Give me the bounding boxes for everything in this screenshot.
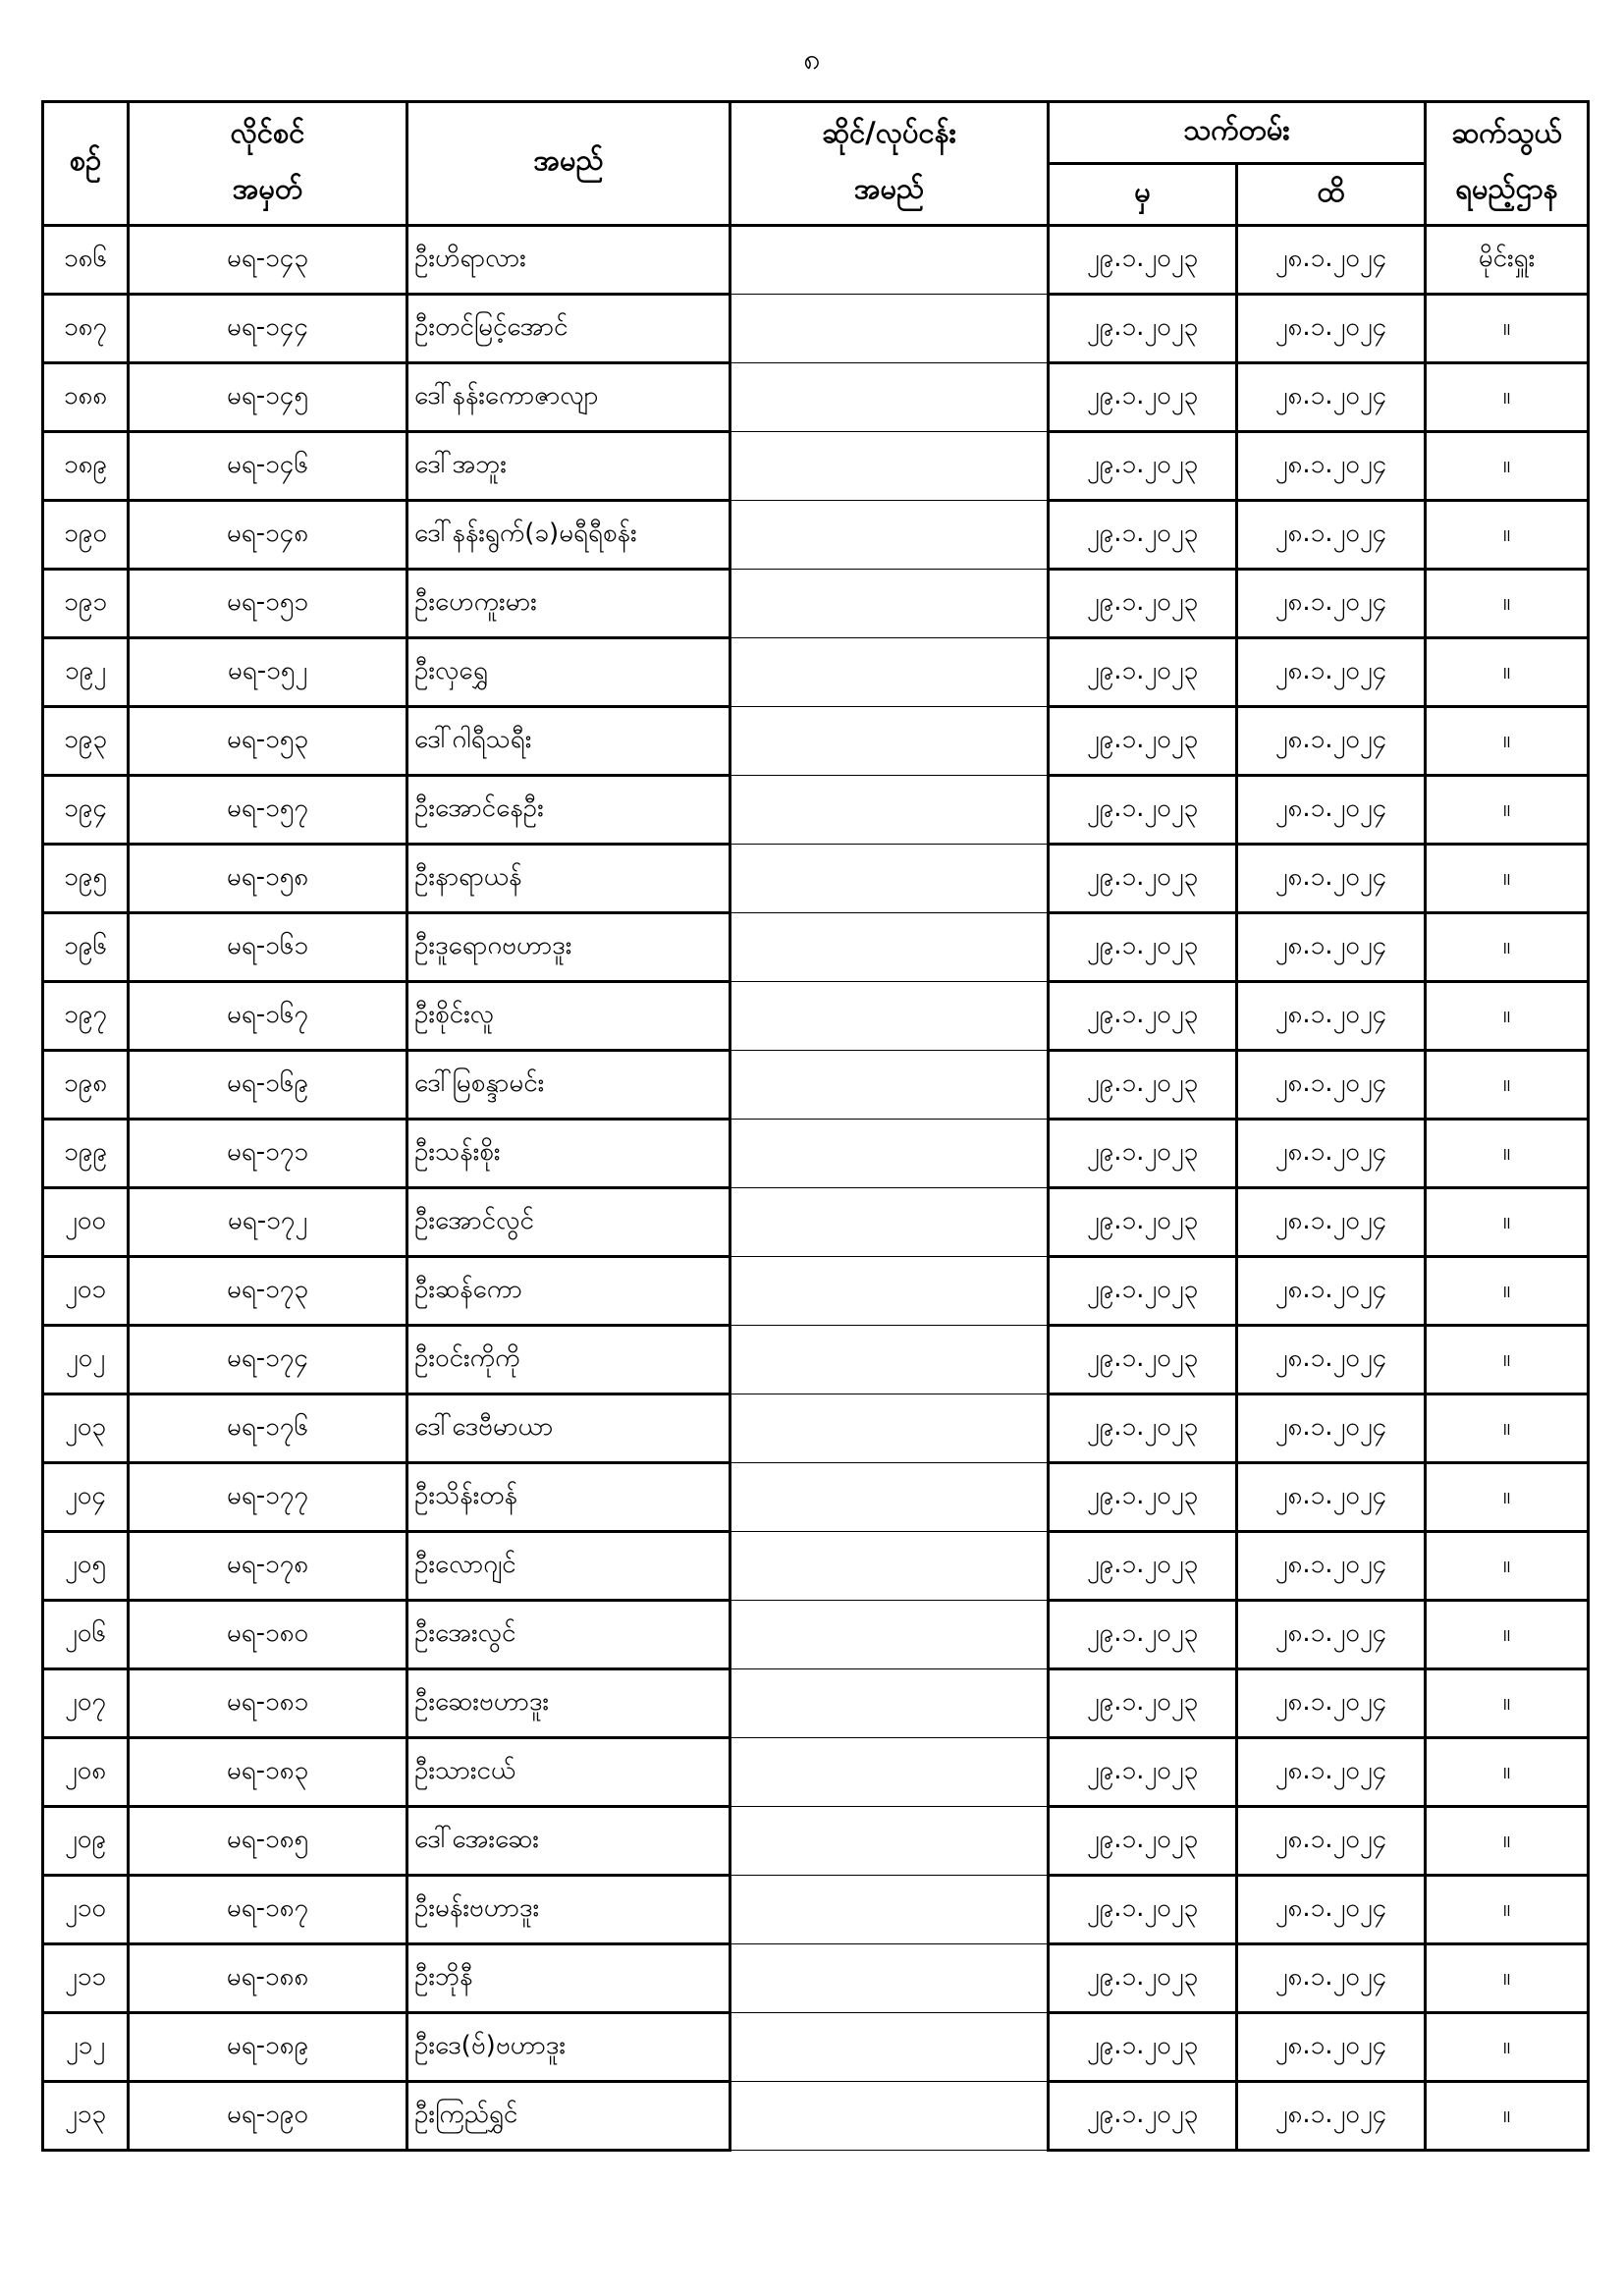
cell-contact-office: ။ <box>1426 982 1589 1051</box>
cell-valid-to: ၂၈.၁.၂၀၂၄ <box>1237 1601 1426 1669</box>
cell-valid-to: ၂၈.၁.၂၀၂၄ <box>1237 1188 1426 1257</box>
cell-license-number: မရ-၁၆၉ <box>129 1051 407 1120</box>
cell-valid-to: ၂၈.၁.၂၀၂၄ <box>1237 1807 1426 1876</box>
cell-contact-office: ။ <box>1426 1601 1589 1669</box>
header-serial <box>43 102 129 226</box>
cell-shop-name <box>731 432 1049 501</box>
header-license-line2: အမှတ် <box>232 171 303 205</box>
cell-serial: ၂၁၁ <box>43 1944 129 2013</box>
cell-license-number: မရ-၁၈၉ <box>129 2013 407 2082</box>
cell-contact-office: ။ <box>1426 2082 1589 2151</box>
cell-license-number: မရ-၁၉၀ <box>129 2082 407 2151</box>
cell-contact-office: ။ <box>1426 1807 1589 1876</box>
cell-shop-name <box>731 1807 1049 1876</box>
cell-valid-to: ၂၈.၁.၂၀၂၄ <box>1237 432 1426 501</box>
cell-name: ဒေါ်ဒေဗီမာယာ <box>407 1394 731 1463</box>
cell-valid-to: ၂၈.၁.၂၀၂၄ <box>1237 1738 1426 1807</box>
cell-valid-to: ၂၈.၁.၂၀၂၄ <box>1237 1120 1426 1188</box>
cell-license-number: မရ-၁၇၂ <box>129 1188 407 1257</box>
cell-serial: ၁၈၆ <box>43 226 129 295</box>
table-row <box>43 1807 1589 1876</box>
cell-serial: ၂၁၂ <box>43 2013 129 2082</box>
cell-valid-to: ၂၈.၁.၂၀၂၄ <box>1237 913 1426 982</box>
cell-valid-to: ၂၈.၁.၂၀၂၄ <box>1237 1326 1426 1394</box>
cell-valid-from: ၂၉.၁.၂၀၂၃ <box>1049 1532 1237 1601</box>
cell-serial: ၂၀၃ <box>43 1394 129 1463</box>
cell-name: ဦးမန်းဗဟာဒူး <box>407 1876 731 1944</box>
cell-serial: ၁၉၇ <box>43 982 129 1051</box>
header-to <box>1237 164 1426 226</box>
cell-license-number: မရ-၁၇၆ <box>129 1394 407 1463</box>
cell-name: ဦးသန်းစိုး <box>407 1120 731 1188</box>
cell-valid-from: ၂၉.၁.၂၀၂၃ <box>1049 1120 1237 1188</box>
cell-license-number: မရ-၁၅၈ <box>129 845 407 913</box>
cell-serial: ၁၈၈ <box>43 363 129 432</box>
cell-contact-office: ။ <box>1426 638 1589 707</box>
table-row <box>43 1876 1589 1944</box>
cell-valid-from: ၂၉.၁.၂၀၂၃ <box>1049 1463 1237 1532</box>
cell-valid-from: ၂၉.၁.၂၀၂၃ <box>1049 295 1237 363</box>
cell-serial: ၂၀၅ <box>43 1532 129 1601</box>
cell-contact-office: ။ <box>1426 2013 1589 2082</box>
header-name <box>407 102 731 226</box>
cell-serial: ၂၀၂ <box>43 1326 129 1394</box>
cell-serial: ၁၉၆ <box>43 913 129 982</box>
cell-valid-from: ၂၉.၁.၂၀၂၃ <box>1049 363 1237 432</box>
cell-name: ဦးလောဂျင် <box>407 1532 731 1601</box>
cell-valid-to: ၂၈.၁.၂၀၂၄ <box>1237 2013 1426 2082</box>
cell-name: ဒေါ်ဂါရီသရီး <box>407 707 731 776</box>
cell-serial: ၂၀၈ <box>43 1738 129 1807</box>
cell-license-number: မရ-၁၈၇ <box>129 1876 407 1944</box>
cell-shop-name <box>731 776 1049 845</box>
cell-shop-name <box>731 1669 1049 1738</box>
table-row <box>43 1051 1589 1120</box>
page-number: ၈ <box>803 42 821 77</box>
cell-valid-to: ၂၈.၁.၂၀၂၄ <box>1237 1257 1426 1326</box>
cell-serial: ၂၁၃ <box>43 2082 129 2151</box>
cell-name: ဦးသားငယ် <box>407 1738 731 1807</box>
cell-contact-office: ။ <box>1426 570 1589 638</box>
cell-valid-from: ၂၉.၁.၂၀၂၃ <box>1049 1394 1237 1463</box>
cell-shop-name <box>731 501 1049 570</box>
cell-name: ဦးဆေးဗဟာဒူး <box>407 1669 731 1738</box>
header-office-line1: ဆက်သွယ် <box>1451 115 1562 149</box>
table-row <box>43 432 1589 501</box>
cell-serial: ၂၀၄ <box>43 1463 129 1532</box>
cell-contact-office: ။ <box>1426 1394 1589 1463</box>
cell-shop-name <box>731 1120 1049 1188</box>
table-row <box>43 295 1589 363</box>
cell-license-number: မရ-၁၈၈ <box>129 1944 407 2013</box>
table-row <box>43 1394 1589 1463</box>
header-contact-office <box>1426 102 1589 226</box>
table-row <box>43 501 1589 570</box>
cell-license-number: မရ-၁၆၁ <box>129 913 407 982</box>
table-row <box>43 845 1589 913</box>
cell-license-number: မရ-၁၅၇ <box>129 776 407 845</box>
cell-valid-from: ၂၉.၁.၂၀၂၃ <box>1049 501 1237 570</box>
cell-name: ဦးအောင်နေဦး <box>407 776 731 845</box>
cell-valid-from: ၂၉.၁.၂၀၂၃ <box>1049 432 1237 501</box>
license-table <box>41 100 1590 2152</box>
table-row <box>43 1188 1589 1257</box>
cell-serial: ၂၀၁ <box>43 1257 129 1326</box>
cell-valid-from: ၂၉.၁.၂၀၂၃ <box>1049 1051 1237 1120</box>
cell-license-number: မရ-၁၇၃ <box>129 1257 407 1326</box>
header-validity <box>1049 102 1426 164</box>
cell-valid-from: ၂၉.၁.၂၀၂၃ <box>1049 638 1237 707</box>
cell-license-number: မရ-၁၅၃ <box>129 707 407 776</box>
cell-shop-name <box>731 845 1049 913</box>
cell-name: ဒေါ်အေးဆေး <box>407 1807 731 1876</box>
cell-shop-name <box>731 1051 1049 1120</box>
table-row <box>43 1532 1589 1601</box>
table-row <box>43 363 1589 432</box>
cell-valid-from: ၂၉.၁.၂၀၂၃ <box>1049 1326 1237 1394</box>
cell-license-number: မရ-၁၇၁ <box>129 1120 407 1188</box>
cell-name: ဦးကြည်ရွှင် <box>407 2082 731 2151</box>
cell-serial: ၂၁၀ <box>43 1876 129 1944</box>
cell-name: ဦးအေးလွင် <box>407 1601 731 1669</box>
cell-license-number: မရ-၁၄၈ <box>129 501 407 570</box>
cell-valid-to: ၂၈.၁.၂၀၂၄ <box>1237 570 1426 638</box>
cell-license-number: မရ-၁၄၃ <box>129 226 407 295</box>
cell-contact-office: ။ <box>1426 1463 1589 1532</box>
cell-valid-from: ၂၉.၁.၂၀၂၃ <box>1049 1807 1237 1876</box>
cell-license-number: မရ-၁၈၁ <box>129 1669 407 1738</box>
cell-valid-from: ၂၉.၁.၂၀၂၃ <box>1049 1738 1237 1807</box>
table-row <box>43 1257 1589 1326</box>
cell-contact-office: မိုင်းရှူး <box>1426 226 1589 295</box>
cell-shop-name <box>731 707 1049 776</box>
cell-contact-office: ။ <box>1426 1669 1589 1738</box>
table-row <box>43 226 1589 295</box>
cell-contact-office: ။ <box>1426 432 1589 501</box>
cell-serial: ၁၉၄ <box>43 776 129 845</box>
cell-shop-name <box>731 2082 1049 2151</box>
cell-contact-office: ။ <box>1426 1326 1589 1394</box>
table-body <box>43 226 1589 2151</box>
cell-valid-from: ၂၉.၁.၂၀၂၃ <box>1049 2082 1237 2151</box>
cell-license-number: မရ-၁၈၅ <box>129 1807 407 1876</box>
header-license-line1: လိုင်စင် <box>230 115 305 149</box>
cell-license-number: မရ-၁၆၇ <box>129 982 407 1051</box>
cell-name: ဦးတင်မြင့်အောင် <box>407 295 731 363</box>
table-row <box>43 1463 1589 1532</box>
table-row <box>43 707 1589 776</box>
cell-serial: ၁၉၀ <box>43 501 129 570</box>
header-validity-label: သက်တမ်း <box>1183 112 1290 146</box>
cell-valid-from: ၂၉.၁.၂၀၂၃ <box>1049 2013 1237 2082</box>
header-shop-name <box>731 102 1049 226</box>
cell-shop-name <box>731 2013 1049 2082</box>
cell-serial: ၁၉၈ <box>43 1051 129 1120</box>
cell-valid-to: ၂၈.၁.၂၀၂၄ <box>1237 707 1426 776</box>
cell-valid-from: ၂၉.၁.၂၀၂၃ <box>1049 982 1237 1051</box>
cell-serial: ၁၉၅ <box>43 845 129 913</box>
cell-shop-name <box>731 1532 1049 1601</box>
cell-contact-office: ။ <box>1426 845 1589 913</box>
cell-license-number: မရ-၁၇၇ <box>129 1463 407 1532</box>
cell-contact-office: ။ <box>1426 501 1589 570</box>
table-row <box>43 2013 1589 2082</box>
cell-serial: ၂၀၀ <box>43 1188 129 1257</box>
cell-contact-office: ။ <box>1426 1944 1589 2013</box>
cell-valid-to: ၂၈.၁.၂၀၂၄ <box>1237 1394 1426 1463</box>
cell-serial: ၁၉၁ <box>43 570 129 638</box>
cell-valid-to: ၂၈.၁.၂၀၂၄ <box>1237 638 1426 707</box>
cell-name: ဦးဒူရောဂဗဟာဒူး <box>407 913 731 982</box>
cell-valid-to: ၂၈.၁.၂၀၂၄ <box>1237 982 1426 1051</box>
cell-license-number: မရ-၁၄၄ <box>129 295 407 363</box>
cell-shop-name <box>731 1257 1049 1326</box>
cell-serial: ၂၀၉ <box>43 1807 129 1876</box>
cell-valid-to: ၂၈.၁.၂၀၂၄ <box>1237 776 1426 845</box>
cell-valid-to: ၂၈.၁.၂၀၂၄ <box>1237 363 1426 432</box>
cell-valid-from: ၂၉.၁.၂၀၂၃ <box>1049 1257 1237 1326</box>
table-row <box>43 913 1589 982</box>
cell-contact-office: ။ <box>1426 1120 1589 1188</box>
cell-name: ဒေါ်နန်းရွက်(ခ)မရီရီစန်း <box>407 501 731 570</box>
cell-name: ဒေါ်မြစန္ဒာမင်း <box>407 1051 731 1120</box>
table-row <box>43 982 1589 1051</box>
cell-shop-name <box>731 982 1049 1051</box>
cell-license-number: မရ-၁၄၆ <box>129 432 407 501</box>
cell-valid-from: ၂၉.၁.၂၀၂၃ <box>1049 1601 1237 1669</box>
cell-shop-name <box>731 363 1049 432</box>
cell-name: ဦးလှရွှေ <box>407 638 731 707</box>
cell-shop-name <box>731 1463 1049 1532</box>
cell-contact-office: ။ <box>1426 913 1589 982</box>
cell-license-number: မရ-၁၅၁ <box>129 570 407 638</box>
cell-valid-from: ၂၉.၁.၂၀၂၃ <box>1049 570 1237 638</box>
cell-shop-name <box>731 226 1049 295</box>
cell-valid-from: ၂၉.၁.၂၀၂၃ <box>1049 1669 1237 1738</box>
cell-valid-from: ၂၉.၁.၂၀၂၃ <box>1049 1876 1237 1944</box>
cell-serial: ၁၈၇ <box>43 295 129 363</box>
cell-serial: ၂၀၆ <box>43 1601 129 1669</box>
cell-valid-from: ၂၉.၁.၂၀၂၃ <box>1049 1944 1237 2013</box>
header-shop-line2: အမည် <box>853 171 925 205</box>
cell-license-number: မရ-၁၈၀ <box>129 1601 407 1669</box>
cell-valid-from: ၂၉.၁.၂၀၂၃ <box>1049 707 1237 776</box>
cell-shop-name <box>731 1738 1049 1807</box>
cell-shop-name <box>731 570 1049 638</box>
cell-valid-from: ၂၉.၁.၂၀၂၃ <box>1049 776 1237 845</box>
cell-license-number: မရ-၁၈၃ <box>129 1738 407 1807</box>
cell-valid-to: ၂၈.၁.၂၀၂၄ <box>1237 1532 1426 1601</box>
cell-contact-office: ။ <box>1426 1257 1589 1326</box>
cell-shop-name <box>731 638 1049 707</box>
cell-license-number: မရ-၁၄၅ <box>129 363 407 432</box>
table-row <box>43 1601 1589 1669</box>
cell-name: ဦးစိုင်းလူ <box>407 982 731 1051</box>
cell-name: ဦးနာရာယန် <box>407 845 731 913</box>
cell-valid-to: ၂၈.၁.၂၀၂၄ <box>1237 845 1426 913</box>
cell-name: ဒေါ်နန်းကောဇာလျာ <box>407 363 731 432</box>
table-row <box>43 2082 1589 2151</box>
table-row <box>43 1326 1589 1394</box>
cell-license-number: မရ-၁၇၈ <box>129 1532 407 1601</box>
cell-serial: ၁၈၉ <box>43 432 129 501</box>
cell-valid-to: ၂၈.၁.၂၀၂၄ <box>1237 1876 1426 1944</box>
table-row <box>43 638 1589 707</box>
cell-name: ဦးဆန်ကော <box>407 1257 731 1326</box>
cell-valid-from: ၂၉.၁.၂၀၂၃ <box>1049 845 1237 913</box>
table-row <box>43 776 1589 845</box>
header-name-label: အမည် <box>533 143 604 177</box>
cell-valid-to: ၂၈.၁.၂၀၂၄ <box>1237 2082 1426 2151</box>
cell-name: ဦးဟေကူးမား <box>407 570 731 638</box>
cell-valid-from: ၂၉.၁.၂၀၂၃ <box>1049 226 1237 295</box>
cell-name: ဦးဘိုနီ <box>407 1944 731 2013</box>
table-row <box>43 1669 1589 1738</box>
header-shop-line1: ဆိုင်/လုပ်ငန်း <box>822 115 956 149</box>
cell-valid-to: ၂၈.၁.၂၀၂၄ <box>1237 501 1426 570</box>
cell-name: ဒေါ်အဘူး <box>407 432 731 501</box>
cell-contact-office: ။ <box>1426 1738 1589 1807</box>
cell-shop-name <box>731 1601 1049 1669</box>
cell-contact-office: ။ <box>1426 363 1589 432</box>
cell-name: ဦးဝင်းကိုကို <box>407 1326 731 1394</box>
cell-valid-to: ၂၈.၁.၂၀၂၄ <box>1237 1051 1426 1120</box>
header-serial-label: စဉ် <box>69 143 102 177</box>
cell-valid-to: ၂၈.၁.၂၀၂၄ <box>1237 1463 1426 1532</box>
cell-shop-name <box>731 295 1049 363</box>
header-to-label: ထိ <box>1317 174 1345 208</box>
cell-shop-name <box>731 913 1049 982</box>
table-header <box>43 102 1589 226</box>
table-row <box>43 1738 1589 1807</box>
cell-contact-office: ။ <box>1426 295 1589 363</box>
cell-contact-office: ။ <box>1426 1876 1589 1944</box>
table-row <box>43 570 1589 638</box>
cell-shop-name <box>731 1876 1049 1944</box>
cell-contact-office: ။ <box>1426 1051 1589 1120</box>
cell-contact-office: ။ <box>1426 776 1589 845</box>
cell-shop-name <box>731 1326 1049 1394</box>
header-from <box>1049 164 1237 226</box>
cell-name: ဦးဟိရာလား <box>407 226 731 295</box>
cell-contact-office: ။ <box>1426 1188 1589 1257</box>
cell-license-number: မရ-၁၅၂ <box>129 638 407 707</box>
header-office-line2: ရမည့်ဌာန <box>1455 171 1558 205</box>
cell-valid-from: ၂၉.၁.၂၀၂၃ <box>1049 913 1237 982</box>
cell-valid-to: ၂၈.၁.၂၀၂၄ <box>1237 1944 1426 2013</box>
cell-shop-name <box>731 1188 1049 1257</box>
cell-shop-name <box>731 1394 1049 1463</box>
cell-valid-from: ၂၉.၁.၂၀၂၃ <box>1049 1188 1237 1257</box>
cell-serial: ၁၉၃ <box>43 707 129 776</box>
cell-contact-office: ။ <box>1426 1532 1589 1601</box>
cell-name: ဦးဒေ(ဗ်)ဗဟာဒူး <box>407 2013 731 2082</box>
cell-contact-office: ။ <box>1426 707 1589 776</box>
cell-valid-to: ၂၈.၁.၂၀၂၄ <box>1237 1669 1426 1738</box>
cell-serial: ၁၉၉ <box>43 1120 129 1188</box>
cell-name: ဦးသိန်းတန် <box>407 1463 731 1532</box>
table-row <box>43 1944 1589 2013</box>
table-row <box>43 1120 1589 1188</box>
cell-shop-name <box>731 1944 1049 2013</box>
header-license-number <box>129 102 407 226</box>
cell-serial: ၁၉၂ <box>43 638 129 707</box>
cell-valid-to: ၂၈.၁.၂၀၂၄ <box>1237 226 1426 295</box>
header-from-label: မှ <box>1134 174 1151 208</box>
cell-serial: ၂၀၇ <box>43 1669 129 1738</box>
cell-license-number: မရ-၁၇၄ <box>129 1326 407 1394</box>
cell-valid-to: ၂၈.၁.၂၀၂၄ <box>1237 295 1426 363</box>
cell-name: ဦးအောင်လွင် <box>407 1188 731 1257</box>
